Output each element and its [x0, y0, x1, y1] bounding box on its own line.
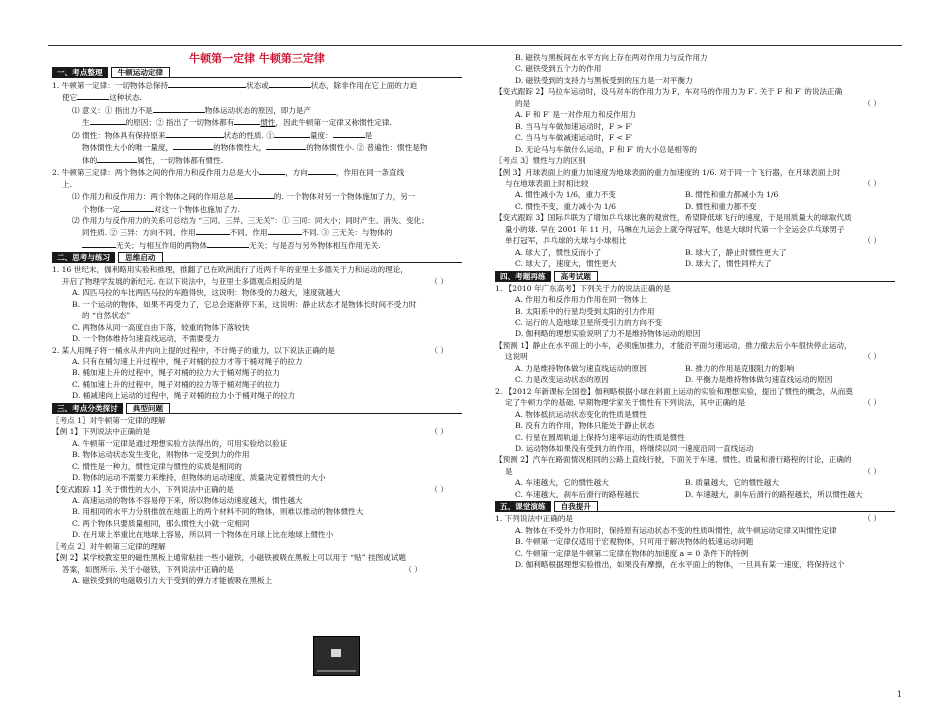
option-line: A. 磁铁受到的电磁吸引力大于受到的弹力才能被吸在黑板上: [72, 576, 273, 586]
option-line: B. 用相同的水平力分别推放在地面上的两个材料不同的物体，则难以推动的物体惯性大: [72, 507, 364, 517]
question-line: 【例 3】月球表面上的重力加速度为地球表面的重力加速度的 1/6. 对于同一个飞行器，在月球表面上时: [495, 167, 841, 177]
question-line: 2. 某人用绳子将一桶水从井内向上提的过程中，不计绳子的重力，以下说法正确的是 （ ）: [52, 345, 448, 355]
page-number: 1: [896, 690, 902, 699]
question-line: 2. 【2012 年新课标全国卷】伽利略根据小球在斜面上运动的实验和理想实验，提出了惯性的概念，从而奠: [495, 386, 853, 396]
text-line: 体的 属性，一切物体都有惯性.: [82, 155, 224, 165]
topic-line: 〖考点 1〗对牛顿第一定律的理解: [52, 415, 166, 425]
option-line: A. F 和 F′ 是一对作用力和反作用力: [515, 110, 636, 120]
option-line: A. 物体在不受外力作用时，保持原有运动状态不变的性质叫惯性，故牛顿运动定律又叫惯性定律: [515, 525, 837, 535]
section-rule: [163, 252, 462, 263]
option-line: C. 两物体从同一高度自由下落，较重的物体下落较快: [72, 322, 250, 332]
text-line: 无关；与相互作用的两物体 无关；与是否与另外物体相互作用无关.: [52, 239, 462, 251]
option-row: C. 力是改变运动状态的原因 D. 平衡力是维持物体做匀速直线运动的原因: [515, 375, 833, 385]
header-rule: [48, 45, 902, 46]
option-line: D. 桶减速向上运动的过程中，绳子对桶的拉力小于桶对绳子的拉力: [72, 391, 296, 401]
text-line: 同性质. ② 三异：方向不同、作用 不同、作用 不同. ③ 三无关：与物体的: [82, 228, 393, 238]
section-label: 牛顿运动定律: [111, 67, 171, 78]
option-row: A. 惯性减小为 1/6，重力不变 B. 惯性和重力都减小为 1/6: [515, 190, 779, 200]
option-row: C. 惯性不变，重力减小为 1/6 D. 惯性和重力都不变: [515, 201, 757, 211]
section-number: 四、考题再练: [495, 271, 551, 282]
question-line: 【例 1】下列说法中正确的是 （ ）: [52, 427, 448, 437]
text-line: 2. 牛顿第三定律：两个物体之间的作用力和反作用力总是大小 ，方向 ，作用在同一条直线: [52, 168, 405, 178]
option-line: A. 牛顿第一定律是通过理想实验方法得出的，可用实验给以验证: [72, 438, 288, 448]
text-line: 上.: [62, 179, 73, 189]
section-label: 自我提升: [554, 501, 598, 512]
option-line: A. 高速运动的物体不容易停下来，所以物体运动速度越大，惯性越大: [72, 495, 303, 505]
section-header-4: [495, 271, 895, 282]
question-line: 是 （ ）: [505, 466, 881, 476]
option-line: D. 无论马与车做什么运动，F 和 F′ 的大小总是相等的: [515, 144, 698, 154]
text-line: 生 的原因；② 指出了一切物体都有 惯性，因此牛顿第一定律又称惯性定律.: [82, 118, 392, 128]
section-header-2: [52, 252, 462, 263]
question-line: 开启了物理学发展的新纪元. 在以下说法中，与亚里士多德观点相反的是 （ ）: [62, 276, 448, 286]
right-column: [495, 52, 895, 570]
text-line: ⑵ 惯性：物体具有保持原来 状态的性质. ① 量度： 是: [72, 130, 373, 140]
option-line: A. 作用力和反作用力作用在同一物体上: [515, 295, 647, 305]
option-line: 的 “自然状态”: [82, 311, 131, 321]
question-line: 【变式跟踪 1】关于惯性的大小，下列说法中正确的是 （ ）: [52, 484, 448, 494]
topic-line: 〖考点 2〗对牛顿第三定律的理解: [52, 541, 166, 551]
option-row: C. 球大了，速度大，惯性更大 D. 球大了，惯性同样大了: [515, 259, 772, 269]
option-line: B. 桶加速上升的过程中，绳子对桶的拉力大于桶对绳子的拉力: [72, 368, 280, 378]
question-line: 这说明 （ ）: [505, 352, 881, 362]
section-rule: [170, 67, 462, 78]
option-line: D. 运动物体如果没有受到力的作用，将继续以同一速度沿同一直线运动: [515, 443, 754, 453]
option-row: C. 车速越大，刹车后滑行的路程越长 D. 车速越大，刹车后滑行的路程越长，所以惯性越大: [515, 489, 863, 499]
option-line: C. 运行的人造地球卫星所受引力的方向不变: [515, 317, 663, 327]
option-line: B. 磁铁与黑板间在水平方向上存在两对作用力与反作用力: [515, 53, 708, 62]
text-line: 个物体一定 对这一个物体也施加了力.: [82, 204, 240, 214]
left-column: [52, 52, 462, 587]
option-line: B. 没有力的作用，物体只能处于静止状态: [515, 421, 655, 431]
question-line: 【预测 1】静止在水平面上的小车，必须施加推力，才能沿平面匀速运动，推力撤去后小车很快停止运动，: [495, 340, 852, 350]
question-line: 1. 【2010 年广东高考】下列关于力的说法正确的是: [495, 283, 671, 293]
question-line: 答案，如图所示. 关于小磁铁，下列说法中正确的是 （ ）: [62, 564, 422, 574]
question-line: 【例 2】某学校教室里的磁性黑板上通常粘挂一些小磁铁，小磁铁被吸在黑板上可以用于 “贴” 挂图或试题: [52, 553, 406, 563]
text-line: 1. 牛顿第一定律：一切物体总保持 状态或 状态，除非作用在它上面的力迫: [52, 81, 418, 90]
option-row: A. 力是维持物体做匀速直线运动的原因 B. 推力的作用是克服阻力的影响: [515, 363, 795, 373]
question-line: 【变式跟踪 2】马拉车运动时，设马对车的作用力为 F，车对马的作用力为 F′. 关于 F 和 F′ 的说法正确: [495, 87, 843, 97]
section-number: 五、课堂演练: [495, 501, 551, 512]
option-line: A. 只有在桶匀速上升过程中，绳子对桶的拉力才等于桶对绳子的拉力: [72, 356, 303, 366]
option-line: D. 伽利略根据理想实验推出，如果没有摩擦，在水平面上的物体，一旦具有某一速度，将保持这个: [515, 560, 845, 570]
section-number: 三、考点分类探讨: [52, 403, 123, 414]
page-title: 牛顿第一定律 牛顿第三定律: [189, 52, 325, 65]
section-rule: [598, 271, 895, 282]
section-header-5: [495, 501, 895, 512]
text-line: ⑵ 作用力与反作用力的关系可总结为 “三同、三异、三无关”：① 三同：同大小；同时产生、消失、变化；: [72, 215, 429, 225]
option-line: B. 一个运动的物体，如果不再受力了，它总会逐渐停下来，这说明：静止状态才是物体长时间不受力时: [72, 299, 417, 309]
section-rule: [170, 403, 462, 414]
option-line: A. 物体抵抗运动状态变化的性质是惯性: [515, 409, 647, 419]
section-header-3: [52, 403, 462, 414]
option-line: B. 当马与车做加速运动时，F > F′: [515, 121, 633, 131]
option-line: C. 桶加速上升的过程中，绳子对桶的拉力等于桶对绳子的拉力: [72, 379, 280, 389]
text-line: 使它 这种状态.: [62, 93, 142, 103]
option-line: C. 惯性是一种力，惯性定律与惯性的实质是相同的: [72, 461, 242, 471]
question-line: 与在地球表面上时相比较 （ ）: [505, 178, 881, 188]
option-line: B. 牛顿第一定律仅适用于宏观物体，只可用于解决物体的低速运动问题: [515, 537, 754, 547]
question-line: 单打冠军，乒乓球的大球与小球相比 （ ）: [505, 236, 881, 246]
question-line: 量小的球. 早在 2001 年 11 月，马琳在九运会上就夺得冠军，他是大球时代第一个全运会乒乓球男子: [505, 224, 845, 234]
option-line: C. 当马与车做减速运动时，F < F′: [515, 133, 633, 143]
text-line: ⑴ 作用力和反作用力：两个物体之间的作用总是 的. 一个物体对另一个物体施加了力，另一: [72, 192, 416, 202]
question-line: 1. 下列说法中正确的是 （ ）: [495, 514, 881, 524]
option-line: B. 物体运动状态发生变化，则物体一定受到力的作用: [72, 450, 250, 460]
question-line: 1. 16 世纪末，伽利略用实验和推理，推翻了已在欧洲流行了近两千年的亚里士多德关于力和运动的理论，: [52, 265, 408, 275]
option-line: D. 一个物体维持匀速直线运动，不需要受力: [72, 334, 220, 344]
option-row: A. 球大了，惯性反而小了 B. 球大了，静止时惯性更大了: [515, 247, 787, 257]
option-line: B. 太阳系中的行星均受到太阳的引力作用: [515, 306, 655, 316]
option-line: C. 行星在圆周轨道上保持匀速率运动的性质是惯性: [515, 432, 685, 442]
section-label: 高考试题: [554, 271, 598, 282]
option-line: C. 牛顿第一定律是牛顿第二定律在物体的加速度 a = 0 条件下的特例: [515, 548, 749, 558]
question-line: 的是 （ ）: [515, 98, 881, 108]
section-header-1: [52, 67, 462, 78]
option-line: C. 两个物体只要质量相同，那么惯性大小就一定相同: [72, 518, 250, 528]
option-line: D. 磁铁受到的支持力与黑板受到的压力是一对平衡力: [515, 75, 693, 85]
question-line: 【变式跟踪 3】国际乒联为了增加乒乓球比赛的观赏性，希望降低球飞行的速度，于是用质量大的球取代质: [495, 213, 852, 223]
option-line: D. 物体的运动不需要力来维持，但物体的运动速度、质量决定着惯性的大小: [72, 473, 326, 483]
option-line: D. 在月球上举重比在地球上容易，所以同一个物体在月球上比在地球上惯性小: [72, 530, 334, 540]
section-label: 思维启动: [118, 252, 162, 263]
section-label: 典型问题: [126, 403, 170, 414]
question-line: 定了牛顿力学的基础. 早期物理学家关于惯性有下列说法，其中正确的是 （ ）: [505, 398, 881, 408]
question-line: 【预测 2】汽车在路面情况相同的公路上直线行驶，下面关于车速、惯性、质量和滑行路程的讨论，正确的: [495, 455, 852, 465]
magnet-blackboard-figure: [313, 636, 360, 676]
section-number: 一、考点整理: [52, 67, 108, 78]
text-line: ⑴ 意义：① 指出力不是 物体运动状态的原因，即力是产: [72, 105, 312, 115]
magnet-shape: [331, 649, 341, 657]
option-row: A. 车速越大，它的惯性越大 B. 质量越大，它的惯性越大: [515, 478, 779, 488]
section-rule: [598, 501, 895, 512]
topic-line: 〖考点 3〗惯性与力的区别: [495, 156, 586, 166]
option-line: A. 四匹马拉的车比两匹马拉的车跑得快，这说明：物体受的力越大，速度就越大: [72, 288, 341, 298]
text-line: 物体惯性大小的唯一量度， 的物体惯性大， 的物体惯性小. ② 普遍性：惯性是物: [82, 143, 428, 153]
section-number: 二、思考与练习: [52, 252, 115, 263]
option-line: C. 磁铁受到五个力的作用: [515, 64, 602, 74]
blackboard-ledge: [317, 670, 356, 672]
option-line: D. 伽利略的理想实验说明了力不是维持物体运动的原因: [515, 329, 701, 339]
